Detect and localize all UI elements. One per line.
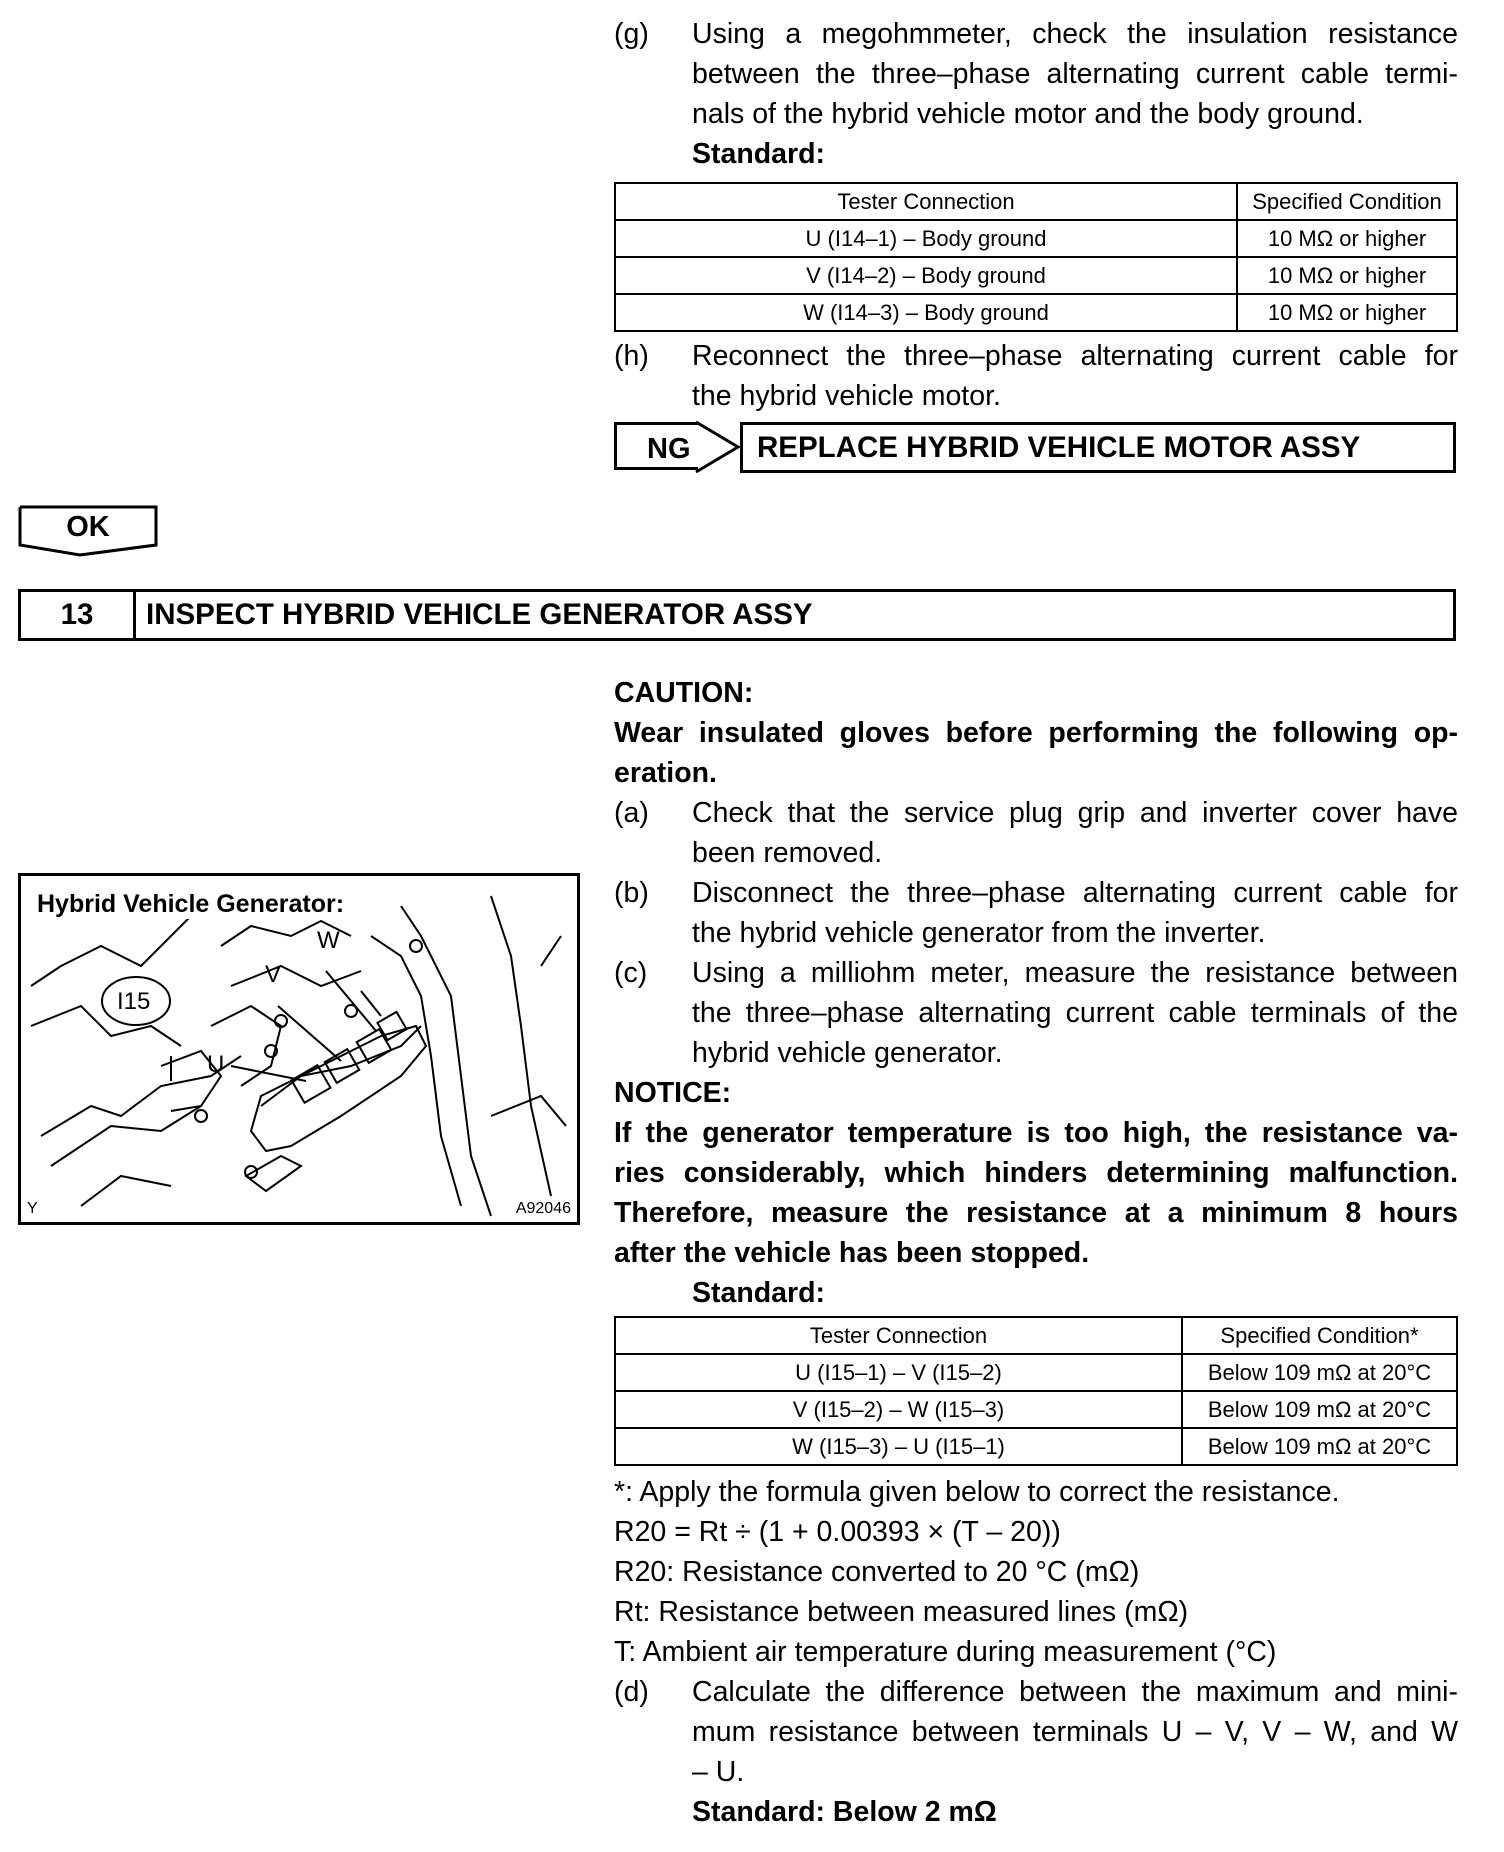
text-line: Check that the service plug grip and inverter cover have (692, 797, 1458, 829)
step-g (614, 14, 1458, 134)
table-cell: 10 MΩ or higher (1237, 257, 1457, 294)
ok-label: OK (66, 511, 110, 543)
table-header: Specified Condition (1237, 183, 1457, 220)
step-text (692, 793, 1458, 873)
table-cell: U (I15–1) – V (I15–2) (615, 1354, 1182, 1391)
table-row (615, 257, 1457, 294)
step-label: (d) (614, 1676, 649, 1708)
generator-figure (18, 873, 580, 1225)
step-a (614, 793, 1458, 873)
text-line: the three–phase alternating current cable terminals of the (692, 997, 1458, 1029)
caution-title: CAUTION: (614, 677, 754, 709)
step-text (692, 14, 1458, 134)
resistance-spec-table (614, 1316, 1458, 1466)
replace-motor-action: REPLACE HYBRID VEHICLE MOTOR ASSY (740, 422, 1456, 473)
ng-label: NG (614, 422, 698, 470)
table-header-row (615, 1317, 1457, 1354)
formula-note: *: Apply the formula given below to correct the resistance. (614, 1476, 1340, 1508)
terminal-u-label: U (207, 1051, 225, 1078)
ng-arrow-icon (694, 419, 742, 475)
step-c (614, 953, 1458, 1073)
step-text (692, 873, 1458, 953)
table-header-row (615, 183, 1457, 220)
text-line: Wear insulated gloves before performing the following op- (614, 717, 1458, 749)
text-line: Using a megohmmeter, check the insulation resistance (692, 18, 1458, 50)
text-line: mum resistance between terminals U – V, V – W, and W (692, 1716, 1458, 1748)
text-line: – U. (692, 1756, 745, 1788)
table-row (615, 220, 1457, 257)
step-13-header (18, 589, 1456, 641)
step-b (614, 873, 1458, 953)
text-line: Using a milliohm meter, measure the resistance between (692, 957, 1458, 989)
step-label: (h) (614, 340, 649, 372)
standard-result: Standard: Below 2 mΩ (692, 1796, 997, 1828)
step-label: (c) (614, 957, 648, 989)
text-line: If the generator temperature is too high, the resistance va- (614, 1117, 1458, 1149)
table-cell: W (I14–3) – Body ground (615, 294, 1237, 331)
formula-equation: R20 = Rt ÷ (1 + 0.00393 × (T – 20)) (614, 1516, 1061, 1548)
figure-corner-label: Y (27, 1200, 38, 1217)
table-row (615, 1428, 1457, 1465)
text-line: eration. (614, 757, 717, 789)
formula-def-rt: Rt: Resistance between measured lines (mΩ) (614, 1596, 1189, 1628)
table-cell: Below 109 mΩ at 20°C (1182, 1391, 1457, 1428)
text-line: been removed. (692, 837, 883, 869)
formula-def-r20: R20: Resistance converted to 20 °C (mΩ) (614, 1556, 1140, 1588)
table-header: Tester Connection (615, 1317, 1182, 1354)
text-line: the hybrid vehicle motor. (692, 380, 1001, 412)
table-cell: V (I15–2) – W (I15–3) (615, 1391, 1182, 1428)
text-line: Reconnect the three–phase alternating current cable for (692, 340, 1458, 372)
ok-box (18, 505, 158, 557)
step-d (614, 1672, 1458, 1792)
caution-text (614, 713, 1458, 793)
table-cell: 10 MΩ or higher (1237, 220, 1457, 257)
text-line: Disconnect the three–phase alternating current cable for (692, 877, 1458, 909)
step-h (614, 336, 1458, 416)
text-line: between the three–phase alternating current cable termi- (692, 58, 1458, 90)
table-cell: V (I14–2) – Body ground (615, 257, 1237, 294)
text-line: ries considerably, which hinders determining malfunction. (614, 1157, 1458, 1189)
table-cell: W (I15–3) – U (I15–1) (615, 1428, 1182, 1465)
step-title: INSPECT HYBRID VEHICLE GENERATOR ASSY (146, 598, 813, 631)
table-cell: Below 109 mΩ at 20°C (1182, 1354, 1457, 1391)
text-line: Calculate the difference between the maximum and mini- (692, 1676, 1458, 1708)
text-line: hybrid vehicle generator. (692, 1037, 1003, 1069)
text-line: after the vehicle has been stopped. (614, 1237, 1090, 1269)
table-header: Specified Condition* (1182, 1317, 1457, 1354)
generator-diagram-illustration (21, 876, 577, 1222)
step-text (692, 336, 1458, 416)
standard-label: Standard: (692, 138, 826, 170)
text-line: nals of the hybrid vehicle motor and the body ground. (692, 98, 1364, 130)
table-cell: U (I14–1) – Body ground (615, 220, 1237, 257)
formula-def-t: T: Ambient air temperature during measurement (°C) (614, 1636, 1277, 1668)
text-line: the hybrid vehicle generator from the inverter. (692, 917, 1266, 949)
insulation-spec-table (614, 182, 1458, 332)
standard-label: Standard: (692, 1277, 826, 1309)
step-number: 13 (21, 592, 136, 638)
table-row (615, 294, 1457, 331)
table-cell: Below 109 mΩ at 20°C (1182, 1428, 1457, 1465)
figure-title: Hybrid Vehicle Generator: (37, 890, 345, 918)
connector-label: I15 (117, 988, 151, 1015)
step-text (692, 1672, 1458, 1792)
table-row (615, 1354, 1457, 1391)
step-label: (a) (614, 797, 649, 829)
table-header: Tester Connection (615, 183, 1237, 220)
terminal-v-label: V (265, 961, 282, 988)
text-line: Therefore, measure the resistance at a minimum 8 hours (614, 1197, 1458, 1229)
step-text (692, 953, 1458, 1073)
step-label: (b) (614, 877, 649, 909)
notice-text (614, 1113, 1458, 1273)
step-label: (g) (614, 18, 649, 50)
table-row (615, 1391, 1457, 1428)
figure-code: A92046 (515, 1200, 571, 1217)
notice-title: NOTICE: (614, 1077, 732, 1109)
table-cell: 10 MΩ or higher (1237, 294, 1457, 331)
terminal-w-label: W (317, 927, 340, 954)
